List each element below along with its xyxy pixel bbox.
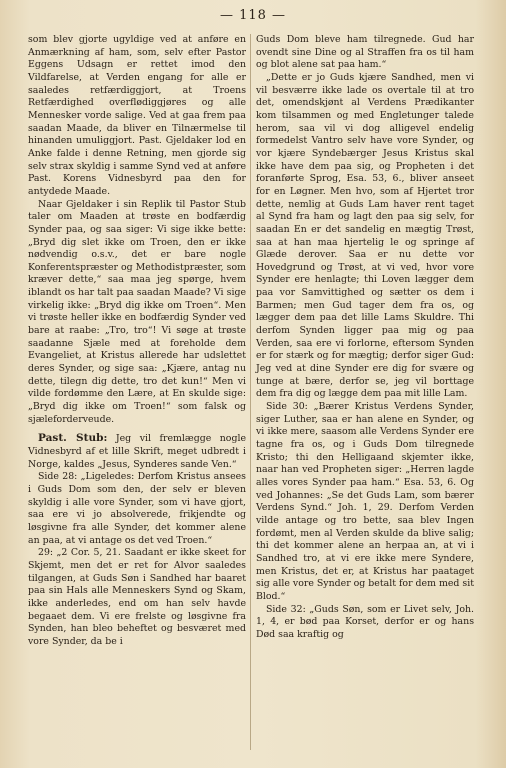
paragraph: Side 32: „Guds Søn, som er Livet selv, Joh. 1, 4, er bød paa Korset, derfor er og hans Død saa kraftig og [256, 603, 474, 640]
column-divider [250, 34, 251, 750]
paragraph: som blev gjorte ugyldige ved at anføre en Anmærkning af ham, som, selv efter Pastor Eggens Udsagn er rettet imod den Vildfarelse, at Verden engang for alle er saaledes retfærdiggjort, at Troens Retfærdighed overflødiggjøres og alle Mennesker vorde salige. Ved at gaa frem paa saadan Maade, da bliver en Tilnærmelse til hinanden umuliggjort. Past. Gjeldaker lod en Anke falde i denne Retning, men gjorde sig selv strax skyldig i samme Synd ved at anføre Past. Korens Vidnesbyrd paa den for antydede Maade. [28, 34, 246, 197]
paragraph: „Dette er jo Guds kjære Sandhed, men vi vil besværre ikke lade os overtale til at tro det, omendskjønt al Verdens Prædikanter kom tilsammen og med Engletunger talede herom, saa vil vi dog alligevel endelig formedelst Vantro selv have vore Synder, og vor kjære Syndebærger Jesus Kristus skal ikke have dem paa sig, og Propheten i det foranførte Sprog, Esa. 53, 6., bliver anseet for en Løgner. Men hvo, som af Hjertet tror dette, nemlig at Guds Lam haver rent taget al Synd fra ham og lagt den paa sig selv, for saadan En er det sandelig en mægtig Trøst, saa at han maa hjertelig le og springe af Glæde derover. Saa er nu dette vor Hovedgrund og Trøst, at vi ved, hvor vore Synder ere henlagte; thi Loven lægger dem paa vor Samvittighed og sætter os dem i Barmen; men Gud tager dem fra os, og lægger dem paa det lille Lams Skuldre. Thi derfom Synden ligger paa mig og paa Verden, saa ere vi forlorne, eftersom Synden er for stærk og for mægtig; derfor siger Gud: Jeg ved at dine Synder ere dig for svære og tunge at bære, derfor se, jeg vil borttage dem fra dig og lægge dem paa mit lille Lam. [256, 71, 474, 400]
heading-paragraph-text: Jeg vil fremlægge nogle Vidnesbyrd af et lille Skrift, meget udbredt i Norge, kaldes „Jesus, Synderes sande Ven.“ [28, 433, 247, 470]
paragraph: Guds Dom bleve ham tilregnede. Gud har ovendt sine Dine og al Straffen fra os til ham og blot alene sat paa ham.“ [256, 34, 474, 71]
right-column [256, 34, 474, 642]
paragraph: Side 30: „Bærer Kristus Verdens Synder, siger Luther, saa er han alene en Synder, og vi ikke mere, saasom alle Verdens Synder ere tagne fra os, og i Guds Dom tilregnede Kristo; thi den Helligaand skjemter ikke, naar han ved Propheten siger: „Herren lagde alles vores Synder paa ham.“ Esa. 53, 6. Og ved Johannes: „Se det Guds Lam, som bærer Verdens Synd.“ Joh. 1, 29. Derfom Verden vilde antage og tro bette, saa blev Ingen fordømt, men al Verden skulde da blive salig; thi det kommer alene an herpaa an, at vi i Sandhed tro, at vi ere ikke mere Syndere, men Kristus, det er, at Kristus har paataget sig alle vore Synder og betalt for dem med sit Blod.“ [256, 401, 474, 602]
section-paragraph [28, 432, 246, 471]
section-heading: Past. Stub: [38, 432, 108, 445]
paragraph: Side 28: „Ligeledes: Derfom Kristus ansees i Guds Dom som den, der selv er bleven skyldig i alle vore Synder, som vi have gjort, saa ere vi jo absolverede, frikjendte og løsgivne fra alle Synder, det kommer alene an paa, at vi antage os det ved Troen.“ [28, 471, 246, 546]
paragraph: 29: „2 Cor. 5, 21. Saadant er ikke skeet for Skjemt, men det er ret for Alvor saaledes tilgangen, at Guds Søn i Sandhed har baaret paa sin Hals alle Menneskers Synd og Skam, ikke anderledes, end om han selv havde begaaet dem. Vi ere frelste og løsgivne fra Synden, han bleo beheftet og besværet med vore Synder, da be i [28, 547, 246, 647]
left-column [28, 34, 246, 649]
page-number: — 118 — [219, 8, 287, 23]
paragraph: Naar Gjeldaker i sin Replik til Pastor Stub taler om Maaden at trøste en bodfærdig Synder paa, og saa siger: Vi sige ikke bette: „Bryd dig slet ikke om Troen, den er ikke nødvendig o.s.v., det er bare nogle Konferentspræster og Methodistpræster, som kræver dette,“ saa maa jeg spørge, hvem iblandt os har talt paa saadan Maade? Vi sige virkelig ikke: „Bryd dig ikke om Troen“. Men vi trøste heller ikke en bodfærdig Synder ved bare at raabe: „Tro, tro“! Vi søge at trøste saadanne Sjæle med at foreholde dem Evangeliet, at Kristus allerede har udslettet deres Synder, og sige saa: „Kjære, antag nu dette, tilegn dig dette, tro det kun!“ Men vi vilde fordømme den Lære, at En skulde sige: „Bryd dig ikke om Troen!“ som falsk og sjæleforderveude. [28, 198, 246, 425]
